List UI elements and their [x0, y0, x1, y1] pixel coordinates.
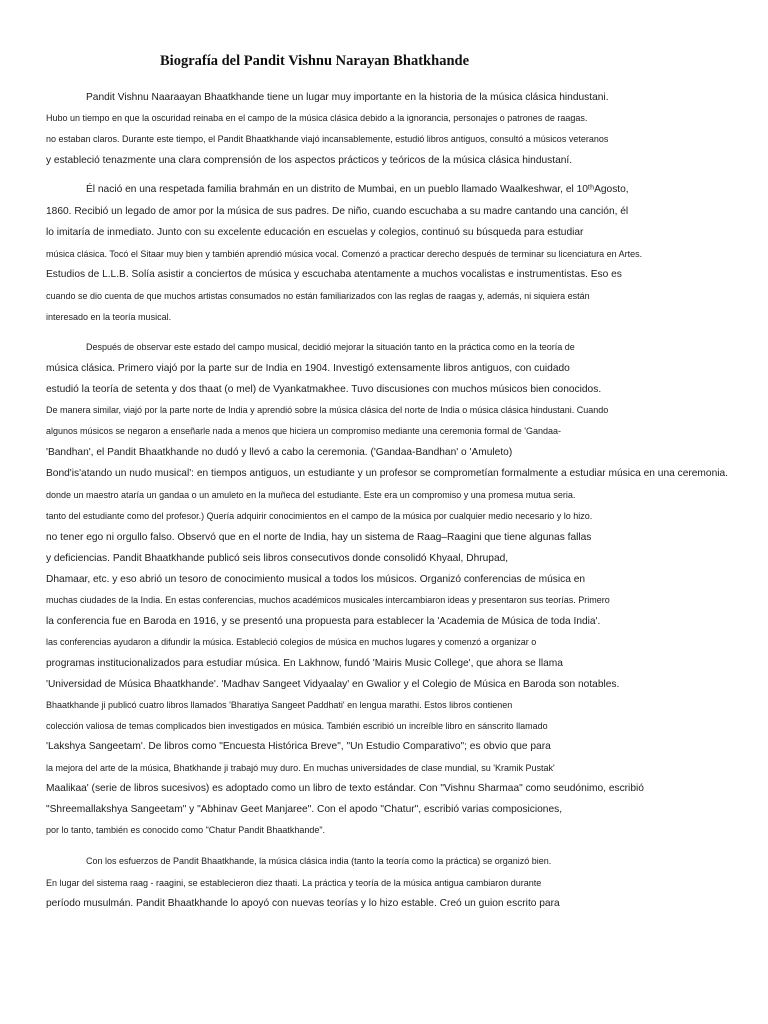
- text-line: De manera similar, viajó por la parte norte de India y aprendió sobre la música clásica del norte de India o música clásica hindustani. Cuando: [46, 405, 609, 415]
- text-line: programas institucionalizados para estudiar música. En Lakhnow, fundó 'Mairis Music College', que ahora se llama: [46, 658, 563, 669]
- text-line: no estaban claros. Durante este tiempo, el Pandit Bhaatkhande viajó incansablemente, estudió libros antiguos, consultó a músicos veteranos: [46, 134, 609, 144]
- text-line: algunos músicos se negaron a enseñarle nada a menos que hiciera un compromiso mediante una ceremonia formal de 'Gandaa-: [46, 426, 562, 436]
- text-line: 1860. Recibió un legado de amor por la música de sus padres. De niño, cuando escuchaba a su madre cantando una canción, él: [46, 206, 629, 217]
- text-line: las conferencias ayudaron a difundir la música. Estableció colegios de música en muchos lugares y comenzó a organizar o: [46, 637, 537, 647]
- text-line: En lugar del sistema raag - raagini, se establecieron diez thaati. La práctica y teoría de la música antigua cambiaron durante: [46, 878, 542, 888]
- text-line: 'Lakshya Sangeetam'. De libros como "Encuesta Histórica Breve", "Un Estudio Comparativo"; es obvio que para: [46, 741, 551, 752]
- text-line: Dhamaar, etc. y eso abrió un tesoro de conocimiento musical a todos los músicos. Organizó conferencias de música en: [46, 574, 586, 585]
- text-line: Pandit Vishnu Naaraayan Bhaatkhande tiene un lugar muy importante en la historia de la música clásica hindustani.: [86, 92, 609, 103]
- text-line: no tener ego ni orgullo falso. Observó que en el norte de India, hay un sistema de Raag–Raagini que tiene algunas fallas: [46, 532, 592, 543]
- text-line: estudió la teoría de setenta y dos thaat (o mel) de Vyankatmakhee. Tuvo discusiones con muchos músicos bien conocidos.: [46, 384, 602, 395]
- text-line: por lo tanto, también es conocido como "Chatur Pandit Bhaatkhande".: [46, 825, 326, 835]
- text-line: tanto del estudiante como del profesor.) Quería adquirir conocimientos en el campo de la música por cualquier medio necesario y lo hizo.: [46, 511, 593, 521]
- text-line: música clásica. Tocó el Sitaar muy bien y también aprendió música vocal. Comenzó a practicar derecho después de terminar su licenciatura en Artes.: [46, 249, 643, 259]
- text-line: 'Bandhan', el Pandit Bhaatkhande no dudó y llevó a cabo la ceremonia. ('Gandaa-Bandhan' o 'Amuleto): [46, 447, 513, 458]
- text-line: la conferencia fue en Baroda en 1916, y se presentó una propuesta para establecer la 'Academia de Música de toda India'.: [46, 616, 601, 627]
- text-line: música clásica. Primero viajó por la parte sur de India en 1904. Investigó extensamente libros antiguos, con cuidado: [46, 363, 570, 374]
- text-line: Con los esfuerzos de Pandit Bhaatkhande, la música clásica india (tanto la teoría como la práctica) se organizó bien.: [86, 856, 552, 866]
- text-line: Él nació en una respetada familia brahmán en un distrito de Mumbai, en un pueblo llamado Waalkeshwar, el 10ᵗʰAgosto,: [86, 184, 629, 195]
- text-line: interesado en la teoría musical.: [46, 312, 172, 322]
- document-title: Biografía del Pandit Vishnu Narayan Bhatkhande: [160, 53, 470, 69]
- text-line: Bond'is'atando un nudo musical': en tiempos antiguos, un estudiante y un profesor se comprometían formalmente a estudiar música en una ceremonia.: [46, 468, 728, 479]
- text-line: Estudios de L.L.B. Solía asistir a conciertos de música y escuchaba atentamente a muchos vocalistas e instrumentistas. Eso es: [46, 269, 622, 280]
- text-line: 'Universidad de Música Bhaatkhande'. 'Madhav Sangeet Vidyaalay' en Gwalior y el Colegio de Música en Baroda son notables.: [46, 679, 620, 690]
- text-line: la mejora del arte de la música, Bhatkhande ji trabajó muy duro. En muchas universidades de clase mundial, su 'Kramik Pustak': [46, 763, 555, 773]
- text-line: y estableció tenazmente una clara comprensión de los aspectos prácticos y teóricos de la música clásica hindustaní.: [46, 155, 573, 166]
- text-line: colección valiosa de temas complicados bien investigados en música. También escribió un increíble libro en sánscrito llamado: [46, 721, 548, 731]
- text-line: "Shreemallakshya Sangeetam" y "Abhinav Geet Manjaree". Con el apodo "Chatur", escribió varias composiciones,: [46, 804, 563, 815]
- text-line: cuando se dio cuenta de que muchos artistas consumados no están familiarizados con las reglas de raagas y, además, ni siquiera están: [46, 291, 590, 301]
- text-line: Después de observar este estado del campo musical, decidió mejorar la situación tanto en la práctica como en la teoría de: [86, 342, 575, 352]
- text-line: Bhaatkhande ji publicó cuatro libros llamados 'Bharatiya Sangeet Paddhati' en lengua marathi. Estos libros contienen: [46, 700, 513, 710]
- text-line: y deficiencias. Pandit Bhaatkhande publicó seis libros consecutivos donde consolidó Khyaal, Dhrupad,: [46, 553, 509, 564]
- text-line: muchas ciudades de la India. En estas conferencias, muchos académicos musicales intercambiaron ideas y presentaron sus teorías. Primero: [46, 595, 610, 605]
- text-line: período musulmán. Pandit Bhaatkhande lo apoyó con nuevas teorías y lo hizo estable. Creó un guion escrito para: [46, 898, 560, 909]
- text-line: Hubo un tiempo en que la oscuridad reinaba en el campo de la música clásica debido a la ignorancia, personajes o patrones de raagas.: [46, 113, 588, 123]
- text-line: lo imitaría de inmediato. Junto con su excelente educación en escuelas y colegios, continuó su búsqueda para estudiar: [46, 227, 584, 238]
- text-line: donde un maestro ataría un gandaa o un amuleto en la muñeca del estudiante. Este era un compromiso y una promesa mutua seria.: [46, 490, 576, 500]
- text-line: Maalikaa' (serie de libros sucesivos) es adoptado como un libro de texto estándar. Con "Vishnu Sharmaa" como seudónimo, escribió: [46, 783, 644, 794]
